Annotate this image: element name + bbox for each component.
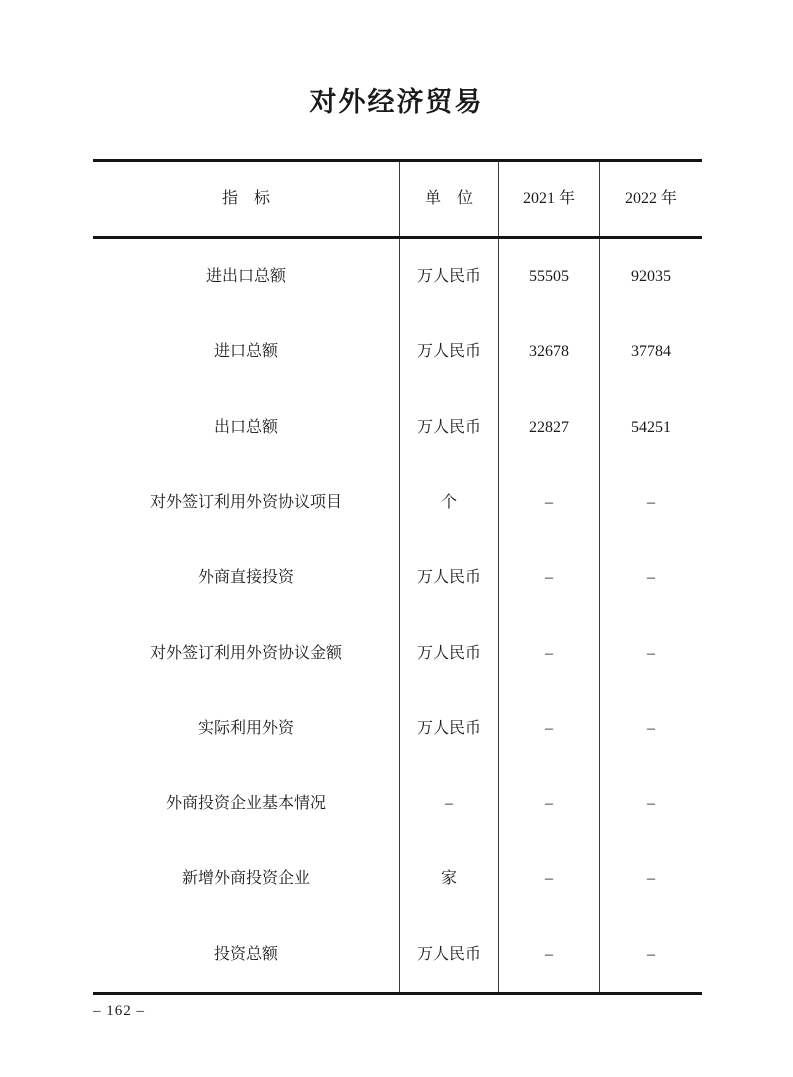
table-header-row: [93, 162, 702, 239]
cell-value-2021: 22827: [498, 390, 599, 465]
cell-indicator: 对外签订利用外资协议项目: [149, 493, 342, 511]
cell-value-2021: 32678: [498, 314, 599, 389]
cell-value-2021: 55505: [498, 239, 599, 314]
cell-value-2021: –: [498, 615, 599, 690]
table-row: [93, 390, 702, 465]
cell-unit: 万人民币: [399, 540, 498, 615]
cell-unit: 万人民币: [399, 390, 498, 465]
column-header-indicator: 指 标: [221, 190, 270, 208]
table-row: [93, 239, 702, 314]
cell-value-2022: 54251: [599, 390, 702, 465]
cell-value-2021: –: [498, 465, 599, 540]
cell-indicator: 投资总额: [213, 945, 278, 963]
cell-value-2022: –: [599, 615, 702, 690]
cell-value-2021: –: [498, 917, 599, 992]
table-row: [93, 615, 702, 690]
cell-value-2021: –: [498, 766, 599, 841]
cell-indicator: 外商直接投资: [197, 569, 294, 587]
cell-value-2021: –: [498, 691, 599, 766]
cell-value-2021: –: [498, 540, 599, 615]
foreign-trade-table: [93, 159, 702, 995]
cell-value-2022: 92035: [599, 239, 702, 314]
cell-unit: –: [399, 766, 498, 841]
table-row: [93, 540, 702, 615]
cell-value-2022: –: [599, 540, 702, 615]
table-body: [93, 239, 702, 992]
cell-unit: 个: [399, 465, 498, 540]
cell-indicator: 新增外商投资企业: [181, 870, 310, 888]
table-row: [93, 917, 702, 992]
cell-value-2022: –: [599, 766, 702, 841]
cell-value-2021: –: [498, 841, 599, 916]
cell-value-2022: –: [599, 465, 702, 540]
cell-unit: 万人民币: [399, 615, 498, 690]
table-row: [93, 841, 702, 916]
cell-value-2022: –: [599, 841, 702, 916]
cell-unit: 万人民币: [399, 239, 498, 314]
table-row: [93, 465, 702, 540]
cell-unit: 家: [399, 841, 498, 916]
page-title: 对外经济贸易: [309, 87, 484, 117]
cell-indicator: 进口总额: [213, 343, 278, 361]
column-header-2022: 2022 年: [599, 162, 702, 236]
page-number: – 162 –: [93, 1003, 145, 1019]
column-header-2021: 2021 年: [498, 162, 599, 236]
table-row: [93, 766, 702, 841]
cell-indicator: 出口总额: [213, 418, 278, 436]
cell-unit: 万人民币: [399, 917, 498, 992]
cell-value-2022: 37784: [599, 314, 702, 389]
table-row: [93, 314, 702, 389]
table-row: [93, 691, 702, 766]
cell-indicator: 实际利用外资: [197, 719, 294, 737]
cell-indicator: 对外签订利用外资协议金额: [149, 644, 342, 662]
cell-value-2022: –: [599, 917, 702, 992]
cell-indicator: 外商投资企业基本情况: [165, 795, 326, 813]
column-header-unit: 单 位: [399, 162, 498, 236]
cell-indicator: 进出口总额: [205, 268, 286, 286]
cell-value-2022: –: [599, 691, 702, 766]
cell-unit: 万人民币: [399, 691, 498, 766]
cell-unit: 万人民币: [399, 314, 498, 389]
